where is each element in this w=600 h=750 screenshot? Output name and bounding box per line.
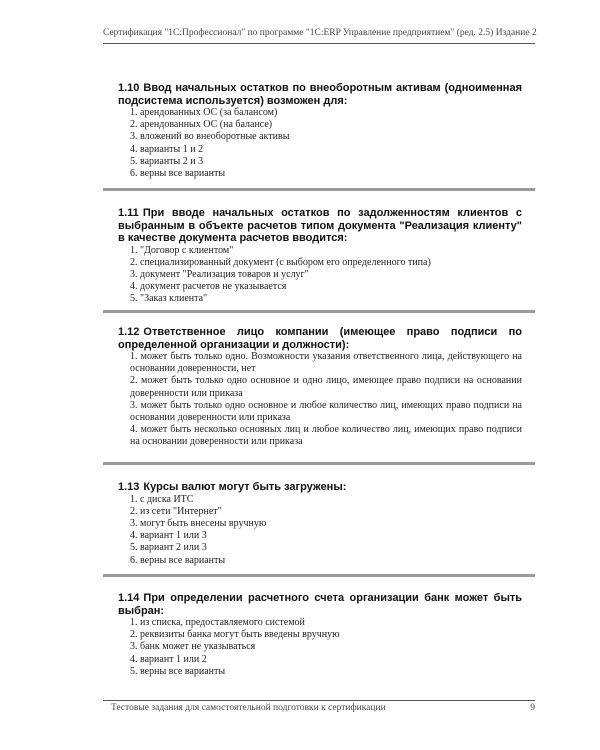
answer-option: 2. арендованных ОС (на балансе) <box>130 119 273 131</box>
section-divider <box>103 310 535 313</box>
question-number: 1.14 <box>118 592 140 604</box>
footer-divider <box>103 700 535 701</box>
question-title <box>118 592 522 617</box>
answer-option: 1. "Договор с клиентом" <box>130 244 234 256</box>
question-text: Ввод начальных остатков по внеоборотным активам (одноименная подсистема используется) возможен для: <box>118 82 522 107</box>
answer-option: 5. вариант 2 или 3 <box>130 542 207 554</box>
question-1-10 <box>118 82 522 180</box>
section-divider <box>103 574 535 577</box>
question-text: Ответственное лицо компании (имеющее право подписи по определенной организации и должности): <box>118 326 522 351</box>
page-number: 9 <box>530 703 535 713</box>
answer-options <box>118 617 522 678</box>
footer-text: Тестовые задания для самостоятельной подготовки к сертификации <box>111 703 386 713</box>
answer-options <box>118 107 522 180</box>
answer-option: 1. может быть только одно. Возможности указания ответственного лица, действующего на основании доверенности, нет <box>130 351 522 375</box>
answer-options <box>118 351 522 449</box>
question-number: 1.11 <box>118 207 139 219</box>
answer-option: 2. специализированный документ (с выбором его определенного типа) <box>130 256 431 268</box>
question-title <box>118 82 522 107</box>
question-1-11 <box>118 207 522 306</box>
answer-option: 3. может быть только одно основное и любое количество лиц, имеющих право подписи на основании доверенности или приказа <box>130 399 522 424</box>
answer-options <box>118 494 522 567</box>
answer-option: 3. документ "Реализация товаров и услуг" <box>130 268 309 280</box>
question-1-12 <box>118 326 522 449</box>
answer-option: 1. арендованных ОС (за балансом) <box>130 107 278 118</box>
answer-option: 4. может быть несколько основных лиц и любое количество лиц, имеющих право подписи на основании доверенности или приказа <box>130 424 522 448</box>
page-footer <box>103 703 535 713</box>
section-divider <box>103 462 535 465</box>
header-divider <box>103 43 535 44</box>
question-text: Курсы валют могут быть загружены: <box>143 481 347 493</box>
question-title <box>118 326 522 351</box>
question-number: 1.12 <box>118 326 140 338</box>
answer-option: 3. вложений во внеоборотные активы <box>130 131 290 143</box>
question-text: При вводе начальных остатков по задолженностям клиентов с выбранным в объекте расчетов типом документа "Реализация клиенту" в качестве документа расчетов вводится: <box>118 207 522 244</box>
answer-option: 5. верны все варианты <box>130 665 226 677</box>
answer-option: 3. банк может не указываться <box>130 641 256 653</box>
question-1-14 <box>118 592 522 678</box>
question-number: 1.13 <box>118 481 140 493</box>
answer-option: 3. могут быть внесены вручную <box>130 517 267 529</box>
answer-option: 2. может быть только одно основное и одно лицо, имеющее право подписи на основании доверенности или приказа <box>130 375 522 399</box>
section-divider <box>103 188 535 191</box>
question-1-13 <box>118 481 522 567</box>
answer-option: 4. документ расчетов не указывается <box>130 281 287 293</box>
answer-option: 2. из сети "Интернет" <box>130 505 222 517</box>
page-header: Сертификация "1С:Профессионал" по программе "1С:ERP Управление предприятием" (ред. 2.5) Издание 2 <box>103 28 537 38</box>
answer-option: 5. варианты 2 и 3 <box>130 155 204 167</box>
answer-option: 6. верны все варианты <box>130 554 226 566</box>
answer-option: 4. вариант 1 или 3 <box>130 530 207 542</box>
question-title <box>118 481 522 494</box>
answer-options <box>118 245 522 306</box>
answer-option: 6. верны все варианты <box>130 168 226 180</box>
question-title <box>118 207 522 245</box>
question-text: При определении расчетного счета организации банк может быть выбран: <box>118 592 522 617</box>
answer-option: 4. вариант 1 или 2 <box>130 653 207 665</box>
answer-option: 2. реквизиты банка могут быть введены вручную <box>130 629 340 641</box>
answer-option: 1. из списка, предоставляемого системой <box>130 617 305 628</box>
answer-option: 1. с диска ИТС <box>130 493 194 505</box>
answer-option: 5. "Заказ клиента" <box>130 293 208 305</box>
question-number: 1.10 <box>118 82 140 94</box>
answer-option: 4. варианты 1 и 2 <box>130 143 204 155</box>
